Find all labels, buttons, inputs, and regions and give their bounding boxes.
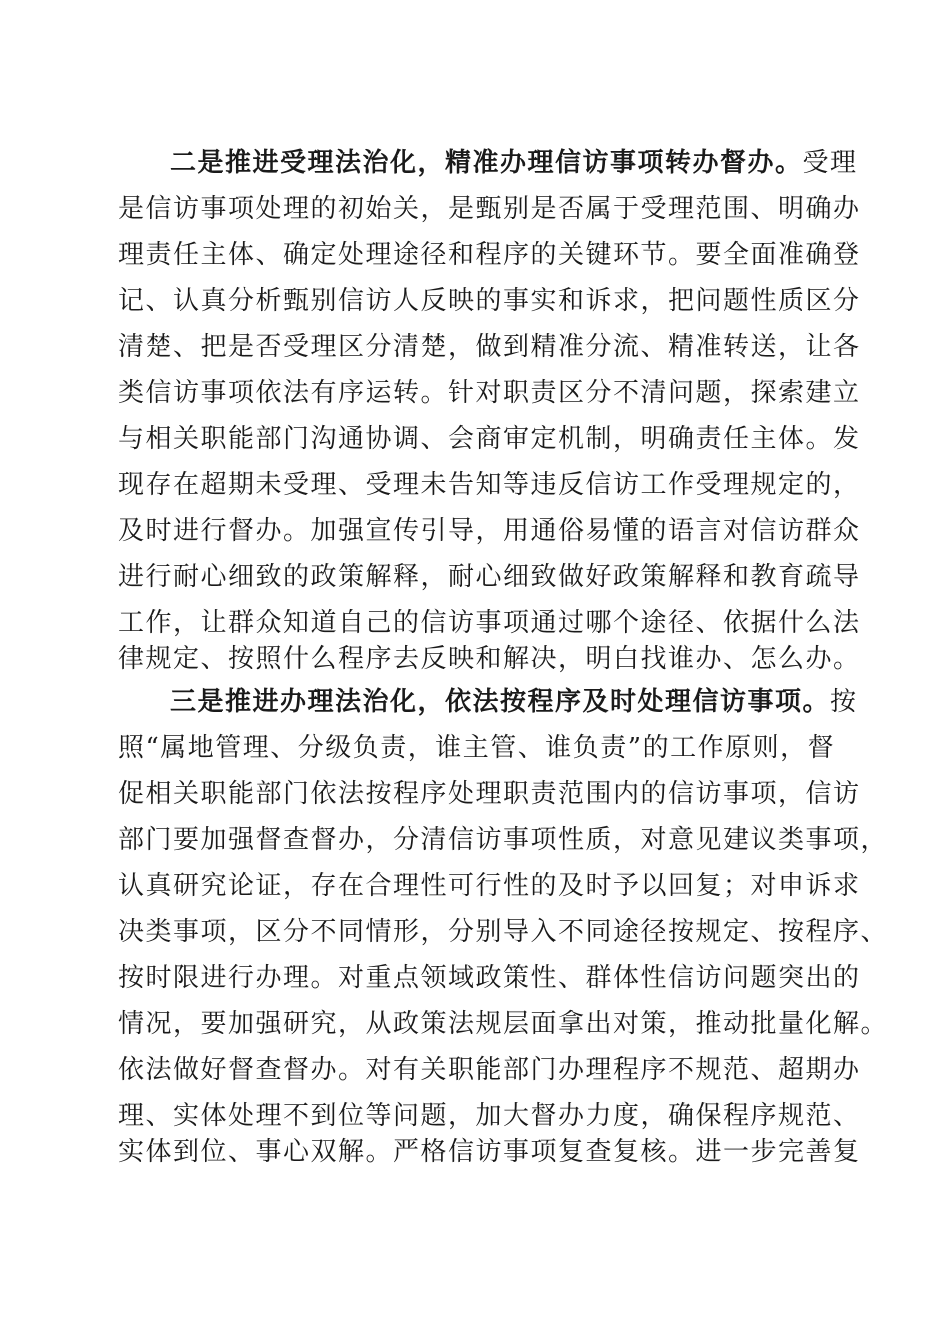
paragraph-1-line: 律规定、按照什么程序去反映和解决，明白找谁办、怎么办。 bbox=[118, 644, 861, 674]
paragraph-1-first-line bbox=[170, 145, 858, 181]
paragraph-1-line: 记、认真分析甄别信访人反映的事实和诉求，把问题性质区分 bbox=[118, 286, 861, 316]
paragraph-1-line: 清楚、把是否受理区分清楚，做到精准分流、精准转送，让各 bbox=[118, 332, 861, 362]
paragraph-1-line: 与相关职能部门沟通协调、会商审定机制，明确责任主体。发 bbox=[118, 424, 861, 454]
paragraph-1-line: 现存在超期未受理、受理未告知等违反信访工作受理规定的， bbox=[118, 470, 861, 500]
paragraph-2-line: 情况，要加强研究，从政策法规层面拿出对策，推动批量化解。 bbox=[118, 1009, 889, 1039]
paragraph-2-line: 照“属地管理、分级负责，谁主管、谁负责”的工作原则，督 bbox=[118, 733, 836, 763]
paragraph-2-line: 认真研究论证，存在合理性可行性的及时予以回复；对申诉求 bbox=[118, 871, 861, 901]
paragraph-2-line: 部门要加强督查督办，分清信访事项性质，对意见建议类事项， bbox=[118, 825, 889, 855]
paragraph-2-line: 依法做好督查督办。对有关职能部门办理程序不规范、超期办 bbox=[118, 1055, 861, 1085]
paragraph-1-first-line-rest: 受理 bbox=[802, 148, 858, 178]
paragraph-1-line: 工作，让群众知道自己的信访事项通过哪个途径、依据什么法 bbox=[118, 608, 861, 638]
paragraph-2-line: 决类事项，区分不同情形，分别导入不同途径按规定、按程序、 bbox=[118, 917, 889, 947]
paragraph-2-lead: 三是推进办理法治化，依法按程序及时处理信访事项。 bbox=[170, 687, 831, 717]
paragraph-2-line: 促相关职能部门依法按程序处理职责范围内的信访事项，信访 bbox=[118, 779, 861, 809]
paragraph-1-line: 进行耐心细致的政策解释，耐心细致做好政策解释和教育疏导 bbox=[118, 562, 861, 592]
paragraph-1-line: 理责任主体、确定处理途径和程序的关键环节。要全面准确登 bbox=[118, 240, 861, 270]
paragraph-1-line: 是信访事项处理的初始关，是甄别是否属于受理范围、明确办 bbox=[118, 194, 861, 224]
paragraph-2-first-line-rest: 按 bbox=[830, 687, 858, 717]
paragraph-2-line: 理、实体处理不到位等问题，加大督办力度，确保程序规范、 bbox=[118, 1101, 861, 1131]
paragraph-1-line: 类信访事项依法有序运转。针对职责区分不清问题，探索建立 bbox=[118, 378, 861, 408]
paragraph-2-line: 实体到位、事心双解。严格信访事项复查复核。进一步完善复 bbox=[118, 1137, 861, 1167]
paragraph-1-line: 及时进行督办。加强宣传引导，用通俗易懂的语言对信访群众 bbox=[118, 516, 861, 546]
paragraph-1-lead: 二是推进受理法治化，精准办理信访事项转办督办。 bbox=[170, 148, 803, 178]
paragraph-2-line: 按时限进行办理。对重点领域政策性、群体性信访问题突出的 bbox=[118, 963, 861, 993]
paragraph-2-first-line bbox=[170, 684, 858, 720]
